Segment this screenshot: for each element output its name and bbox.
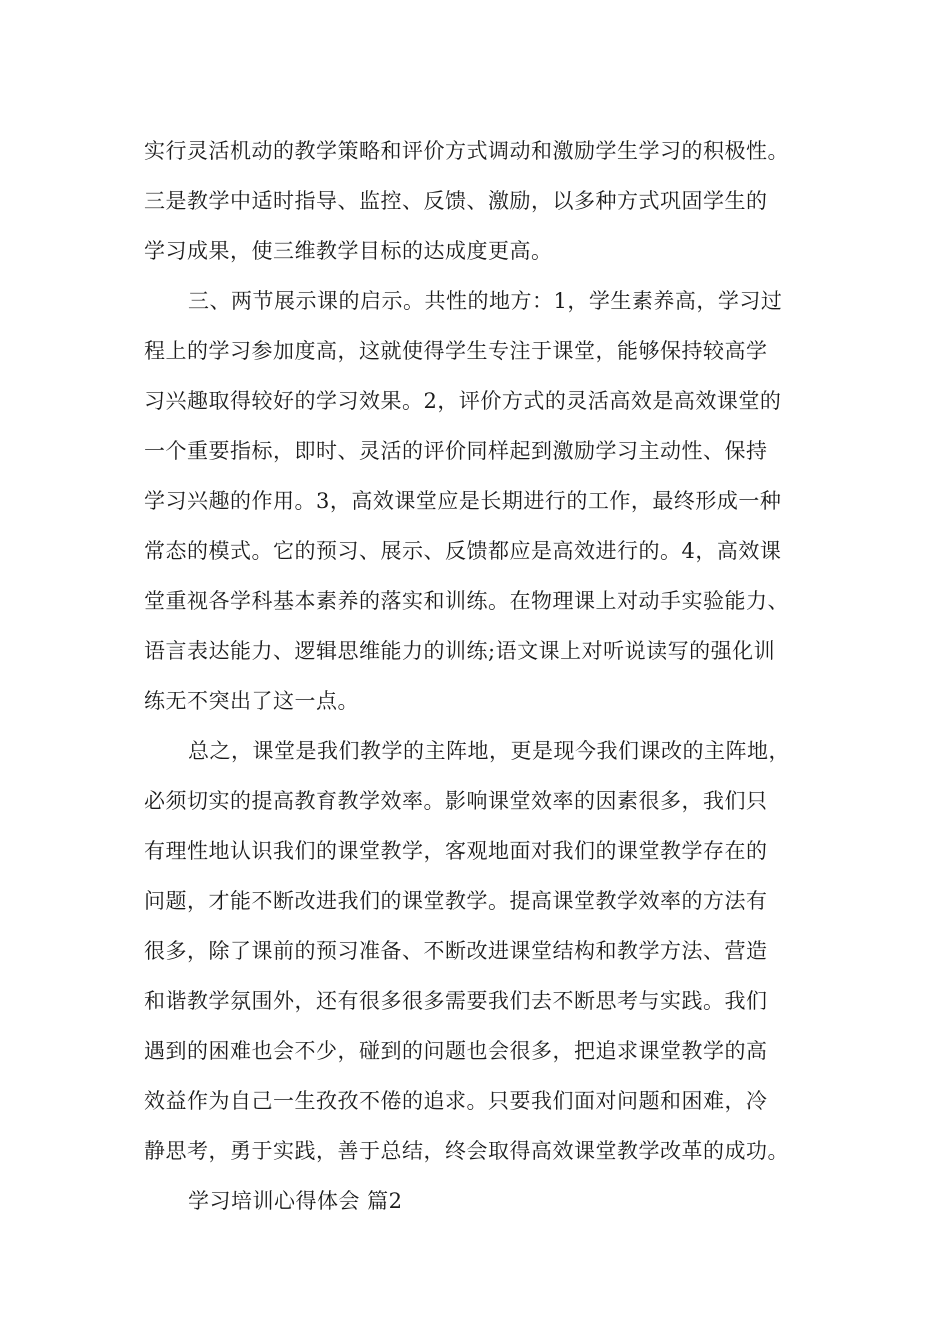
text-line: 总之，课堂是我们教学的主阵地，更是现今我们课改的主阵地， — [188, 739, 790, 763]
text-line: 常态的模式。它的预习、展示、反馈都应是高效进行的。4，高效课 — [144, 539, 782, 563]
text-line: 学习兴趣的作用。3，高效课堂应是长期进行的工作，最终形成一种 — [144, 489, 782, 513]
text-line: 堂重视各学科基本素养的落实和训练。在物理课上对动手实验能力、 — [144, 589, 789, 613]
text-line: 练无不突出了这一点。 — [144, 689, 359, 713]
text-line: 必须切实的提高教育教学效率。影响课堂效率的因素很多，我们只 — [144, 789, 768, 813]
text-line: 一个重要指标，即时、灵活的评价同样起到激励学习主动性、保持 — [144, 439, 768, 463]
text-line: 三、两节展示课的启示。共性的地方：1，学生素养高，学习过 — [188, 289, 783, 313]
text-line: 有理性地认识我们的课堂教学，客观地面对我们的课堂教学存在的 — [144, 839, 768, 863]
text-line: 学习成果，使三维教学目标的达成度更高。 — [144, 239, 553, 263]
text-line: 遇到的困难也会不少，碰到的问题也会很多，把追求课堂教学的高 — [144, 1039, 768, 1063]
text-line: 习兴趣取得较好的学习效果。2，评价方式的灵活高效是高效课堂的 — [144, 389, 782, 413]
text-line: 三是教学中适时指导、监控、反馈、激励，以多种方式巩固学生的 — [144, 189, 768, 213]
section-heading: 学习培训心得体会 篇2 — [188, 1189, 403, 1213]
text-line: 问题，才能不断改进我们的课堂教学。提高课堂教学效率的方法有 — [144, 889, 768, 913]
text-line: 静思考，勇于实践，善于总结，终会取得高效课堂教学改革的成功。 — [144, 1139, 789, 1163]
text-line: 效益作为自己一生孜孜不倦的追求。只要我们面对问题和困难，冷 — [144, 1089, 768, 1113]
text-line: 和谐教学氛围外，还有很多很多需要我们去不断思考与实践。我们 — [144, 989, 768, 1013]
text-line: 很多，除了课前的预习准备、不断改进课堂结构和教学方法、营造 — [144, 939, 768, 963]
text-line: 语言表达能力、逻辑思维能力的训练;语文课上对听说读写的强化训 — [144, 639, 776, 663]
text-line: 实行灵活机动的教学策略和评价方式调动和激励学生学习的积极性。 — [144, 139, 789, 163]
text-line: 程上的学习参加度高，这就使得学生专注于课堂，能够保持较高学 — [144, 339, 768, 363]
